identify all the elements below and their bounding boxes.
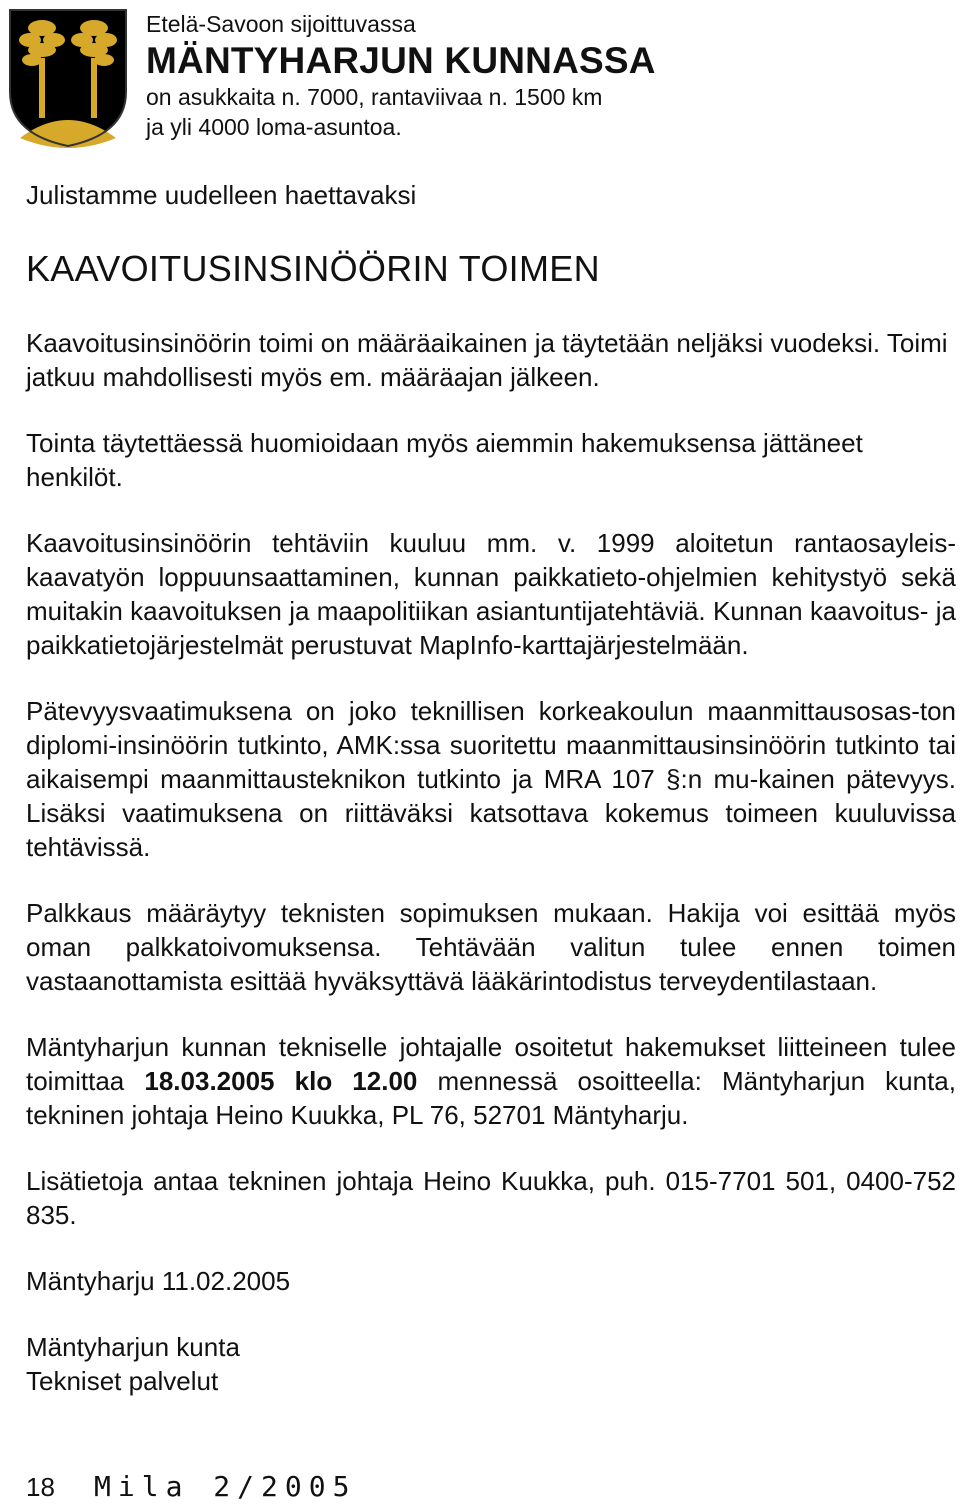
header-holiday-homes: ja yli 4000 loma-asuntoa. — [146, 114, 402, 140]
header-intro: Etelä-Savoon sijoittuvassa — [146, 11, 416, 37]
coat-of-arms-icon — [6, 6, 130, 150]
municipality-title: MÄNTYHARJUN KUNNASSA — [146, 40, 656, 81]
signature-organization: Mäntyharjun kunta — [26, 1332, 240, 1362]
term-paragraph: Kaavoitusinsinöörin toimi on määräaikainen ja täytetään neljäksi vuodeksi. Toimi jatkuu mahdollisesti myös em. määräajan jälkeen. — [26, 328, 948, 392]
qualifications-paragraph: Pätevyysvaatimuksena on joko teknillisen korkeakoulun maanmittausosas-ton diplomi-insinöörin tutkinto, AMK:ssa suoritettu maanmittausinsinöörin tutkinto tai aikaisempi maanmittausteknikon tutkinto ja MRA 107 §:n mu-kainen pätevyys. Lisäksi vaatimuksena on riittäväksi katsottava kokemus toimeen kuuluvissa tehtävissä. — [26, 696, 956, 862]
signature-department: Tekniset palvelut — [26, 1366, 219, 1396]
place-date: Mäntyharju 11.02.2005 — [26, 1266, 291, 1296]
announcement-body — [26, 178, 956, 1398]
previous-applicants-paragraph: Tointa täytettäessä huomioidaan myös aiemmin hakemuksensa jättäneet henkilöt. — [26, 428, 863, 492]
page-number: 18 — [26, 1472, 55, 1502]
magazine-issue: Mila 2/2005 — [94, 1470, 357, 1503]
info-paragraph: Lisätietoja antaa tekninen johtaja Heino Kuukka, puh. 015-7701 501, 0400-752 835. — [26, 1166, 956, 1230]
application-paragraph — [26, 1030, 956, 1132]
application-deadline: 18.03.2005 klo 12.00 — [144, 1066, 418, 1096]
header-population: on asukkaita n. 7000, rantaviivaa n. 1500 km — [146, 84, 603, 110]
position-title: KAAVOITUSINSINÖÖRIN TOIMEN — [26, 248, 600, 289]
page-footer — [26, 1470, 356, 1504]
application-text-before: Mäntyharjun kunnan tekniselle johtajalle osoitetut hakemukset liitteineen tulee toimittaa — [26, 1032, 956, 1096]
duties-paragraph: Kaavoitusinsinöörin tehtäviin kuuluu mm. v. 1999 aloitetun rantaosayleis-kaavatyön loppuunsaattaminen, kunnan paikkatieto-ohjelmien kehitystyö sekä muitakin kaavoituksen ja maapolitiikan asiantuntijatehtäviä. Kunnan kaavoitus- ja paikkatietojärjestelmät perustuvat MapInfo-karttajärjestelmään. — [26, 528, 956, 660]
salary-paragraph: Palkkaus määräytyy teknisten sopimuksen mukaan. Hakija voi esittää myös oman palkkatoivomuksensa. Tehtävään valitun tulee ennen toimen vastaanottamista esittää hyväksyttävä lääkärintodistus terveydentilastaan. — [26, 898, 956, 996]
announcement-lede: Julistamme uudelleen haettavaksi — [26, 180, 417, 210]
application-text-after: mennessä osoitteella: Mäntyharjun kunta, tekninen johtaja Heino Kuukka, PL 76, 52701 Mäntyharju. — [26, 1066, 956, 1130]
header — [146, 8, 926, 142]
